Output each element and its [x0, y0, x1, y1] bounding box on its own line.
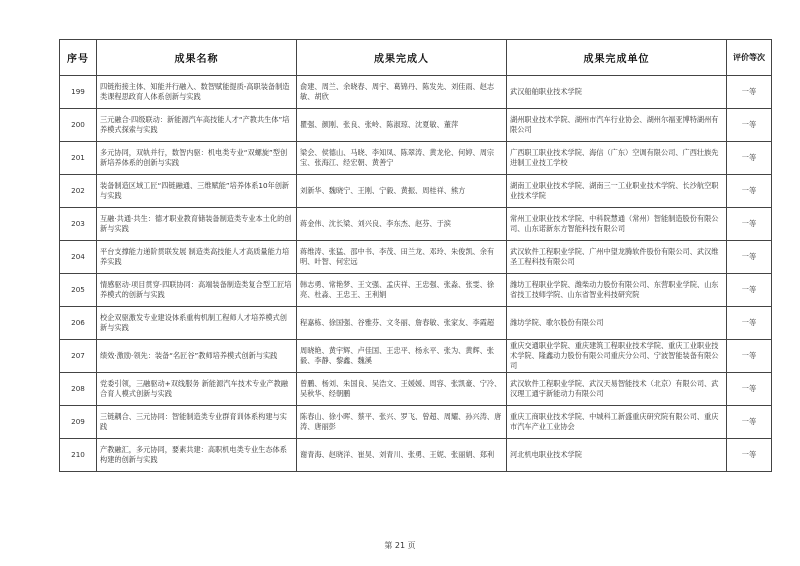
row-name: 四链衔接主体、知能并行融入、数智赋能提质-高职装备制造类课程思政育人体系创新与实践	[97, 76, 297, 109]
row-persons: 韩志勇、常艳梦、王文强、孟庆祥、王忠强、张淼、张雯、徐亮、杜淼、王忠王、王利娟	[297, 274, 507, 307]
row-no: 204	[60, 241, 97, 274]
achievement-table	[59, 39, 772, 472]
table-row	[60, 142, 772, 175]
row-no: 200	[60, 109, 97, 142]
row-persons: 梁会、侯德山、马晓、李知凤、陈翠涛、黄龙伦、何婷、周宗宝、张海江、经宏朝、黄善宁	[297, 142, 507, 175]
row-unit: 重庆工商职业技术学院、中城科工新盛重庆研究院有限公司、重庆市汽车产业工业协会	[507, 406, 727, 439]
row-unit: 潍坊工程职业学院、潍柴动力股份有限公司、东营职业学院、山东省技工技师学院、山东省智业科技研究院	[507, 274, 727, 307]
row-no: 209	[60, 406, 97, 439]
table-row	[60, 373, 772, 406]
row-persons: 蒋金伟、沈长梁、刘兴良、李东杰、赵芬、于滨	[297, 208, 507, 241]
row-persons: 程嘉栋、徐国强、谷雅芬、文冬丽、詹春敏、张家友、李霞超	[297, 307, 507, 340]
row-rank: 一等	[727, 142, 772, 175]
row-persons: 陈春山、徐小晖、蔡平、张兴、罗飞、曾超、周耀、孙兴涛、唐涛、唐丽彭	[297, 406, 507, 439]
row-name: 产教融汇，多元协同，要素共建：高职机电类专业生态体系构建的创新与实践	[97, 439, 297, 472]
row-name: 平台支撑能力递阶贯联发展 制造类高技能人才高质量能力培养实践	[97, 241, 297, 274]
header-name: 成果名称	[97, 40, 297, 76]
row-name: 多元协同，双轨并行，数智内驱：机电类专业“双螺旋”型创新培养体系的创新与实践	[97, 142, 297, 175]
table-row	[60, 241, 772, 274]
row-rank: 一等	[727, 439, 772, 472]
row-unit: 潍坊学院、歌尔股份有限公司	[507, 307, 727, 340]
row-name: 三元融合·四级联动：新能源汽车高技能人才“产教共生体”培养模式探索与实践	[97, 109, 297, 142]
row-name: 互融·共通·共生：德才职业教育储装备制造类专业本土化的创新与实践	[97, 208, 297, 241]
row-no: 202	[60, 175, 97, 208]
row-rank: 一等	[727, 340, 772, 373]
row-rank: 一等	[727, 208, 772, 241]
row-rank: 一等	[727, 175, 772, 208]
table-row	[60, 109, 772, 142]
row-rank: 一等	[727, 307, 772, 340]
table-row	[60, 307, 772, 340]
row-rank: 一等	[727, 274, 772, 307]
table-row	[60, 439, 772, 472]
row-name: 三链耦合、三元协同：智能制造类专业群育训体系构建与实践	[97, 406, 297, 439]
row-name: 情感驱动·项目贯穿·四联协同：高端装备制造类复合型工匠培养模式的创新与实践	[97, 274, 297, 307]
row-rank: 一等	[727, 76, 772, 109]
row-name: 党委引领，三融驱动+双线服务 新能源汽车技术专业产教融合育人模式创新与实践	[97, 373, 297, 406]
row-persons: 曾鹏、杨刘、朱国良、吴浩文、王媛媛、周容、张凯豪、宁冷、吴秋华、经朝鹏	[297, 373, 507, 406]
table-row	[60, 406, 772, 439]
row-rank: 一等	[727, 109, 772, 142]
row-no: 206	[60, 307, 97, 340]
header-unit: 成果完成单位	[507, 40, 727, 76]
page-number: 第 21 页	[384, 541, 416, 550]
row-unit: 河北机电职业技术学院	[507, 439, 727, 472]
header-rank: 评价等次	[727, 40, 772, 76]
row-no: 203	[60, 208, 97, 241]
row-persons: 俞建、周兰、余晓春、周宇、葛锦丹、陈发先、刘佳雨、赵志敏、胡欣	[297, 76, 507, 109]
row-no: 208	[60, 373, 97, 406]
table-row	[60, 340, 772, 373]
row-rank: 一等	[727, 241, 772, 274]
row-rank: 一等	[727, 406, 772, 439]
row-rank: 一等	[727, 373, 772, 406]
row-unit: 武汉软件工程职业学院、广州中望龙腾软件股份有限公司、武汉维圣工程科技有限公司	[507, 241, 727, 274]
row-unit: 常州工业职业技术学院、中科院慧通（常州）智能制造股份有限公司、山东诺新东方智能科技有限公司	[507, 208, 727, 241]
row-persons: 刘新华、魏晓宁、王刚、宁毅、黄振、周桂祥、熊方	[297, 175, 507, 208]
row-no: 205	[60, 274, 97, 307]
table-row	[60, 175, 772, 208]
table-row	[60, 208, 772, 241]
row-unit: 重庆交通职业学院、重庆建筑工程职业技术学院、重庆工业职业技术学院、隆鑫动力股份有限公司重庆分公司、宁波智能装备有限公司	[507, 340, 727, 373]
row-name: 校企双驱激发专业建设体系重构机制工程师人才培养模式创新与实践	[97, 307, 297, 340]
row-persons: 谢青海、赵晓洋、崔昊、刘青川、张勇、王妮、张丽娟、郑利	[297, 439, 507, 472]
row-no: 207	[60, 340, 97, 373]
row-persons: 瞿强、颜刚、张良、张岭、陈淑琼、沈夏敏、董萍	[297, 109, 507, 142]
header-persons: 成果完成人	[297, 40, 507, 76]
row-unit: 湖南工业职业技术学院、湖南三一工业职业技术学院、长沙航空职业技术学院	[507, 175, 727, 208]
header-no: 序号	[60, 40, 97, 76]
table-header-row	[60, 40, 772, 76]
table-row	[60, 274, 772, 307]
row-name: 装备制造区域工匠“四链融通、三维赋能”培养体系10年创新与实践	[97, 175, 297, 208]
row-name: 绩效·激励·领先：装备“名匠谷”教师培养模式创新与实践	[97, 340, 297, 373]
row-unit: 武汉软件工程职业学院、武汉天易智能技术（北京）有限公司、武汉理工通宇新能动力有限公司	[507, 373, 727, 406]
row-no: 210	[60, 439, 97, 472]
row-no: 201	[60, 142, 97, 175]
row-unit: 湖州职业技术学院、湖州市汽车行业协会、湖州尔福亚博特湖州有限公司	[507, 109, 727, 142]
row-no: 199	[60, 76, 97, 109]
row-unit: 武汉船舶职业技术学院	[507, 76, 727, 109]
table-body	[60, 76, 772, 472]
row-persons: 周晓艳、黄宇辉、卢佳国、王忠平、杨永平、张为、黄辉、张毅、李静、黎鑫、魏溪	[297, 340, 507, 373]
row-unit: 广西职工职业技术学院、海信（广东）空调有限公司、广西壮族先进制工业技工学校	[507, 142, 727, 175]
row-persons: 蒋维涛、张猛、邵中书、李茂、田兰龙、邓玲、朱俊凯、余有明、叶智、何宏远	[297, 241, 507, 274]
table-row	[60, 76, 772, 109]
